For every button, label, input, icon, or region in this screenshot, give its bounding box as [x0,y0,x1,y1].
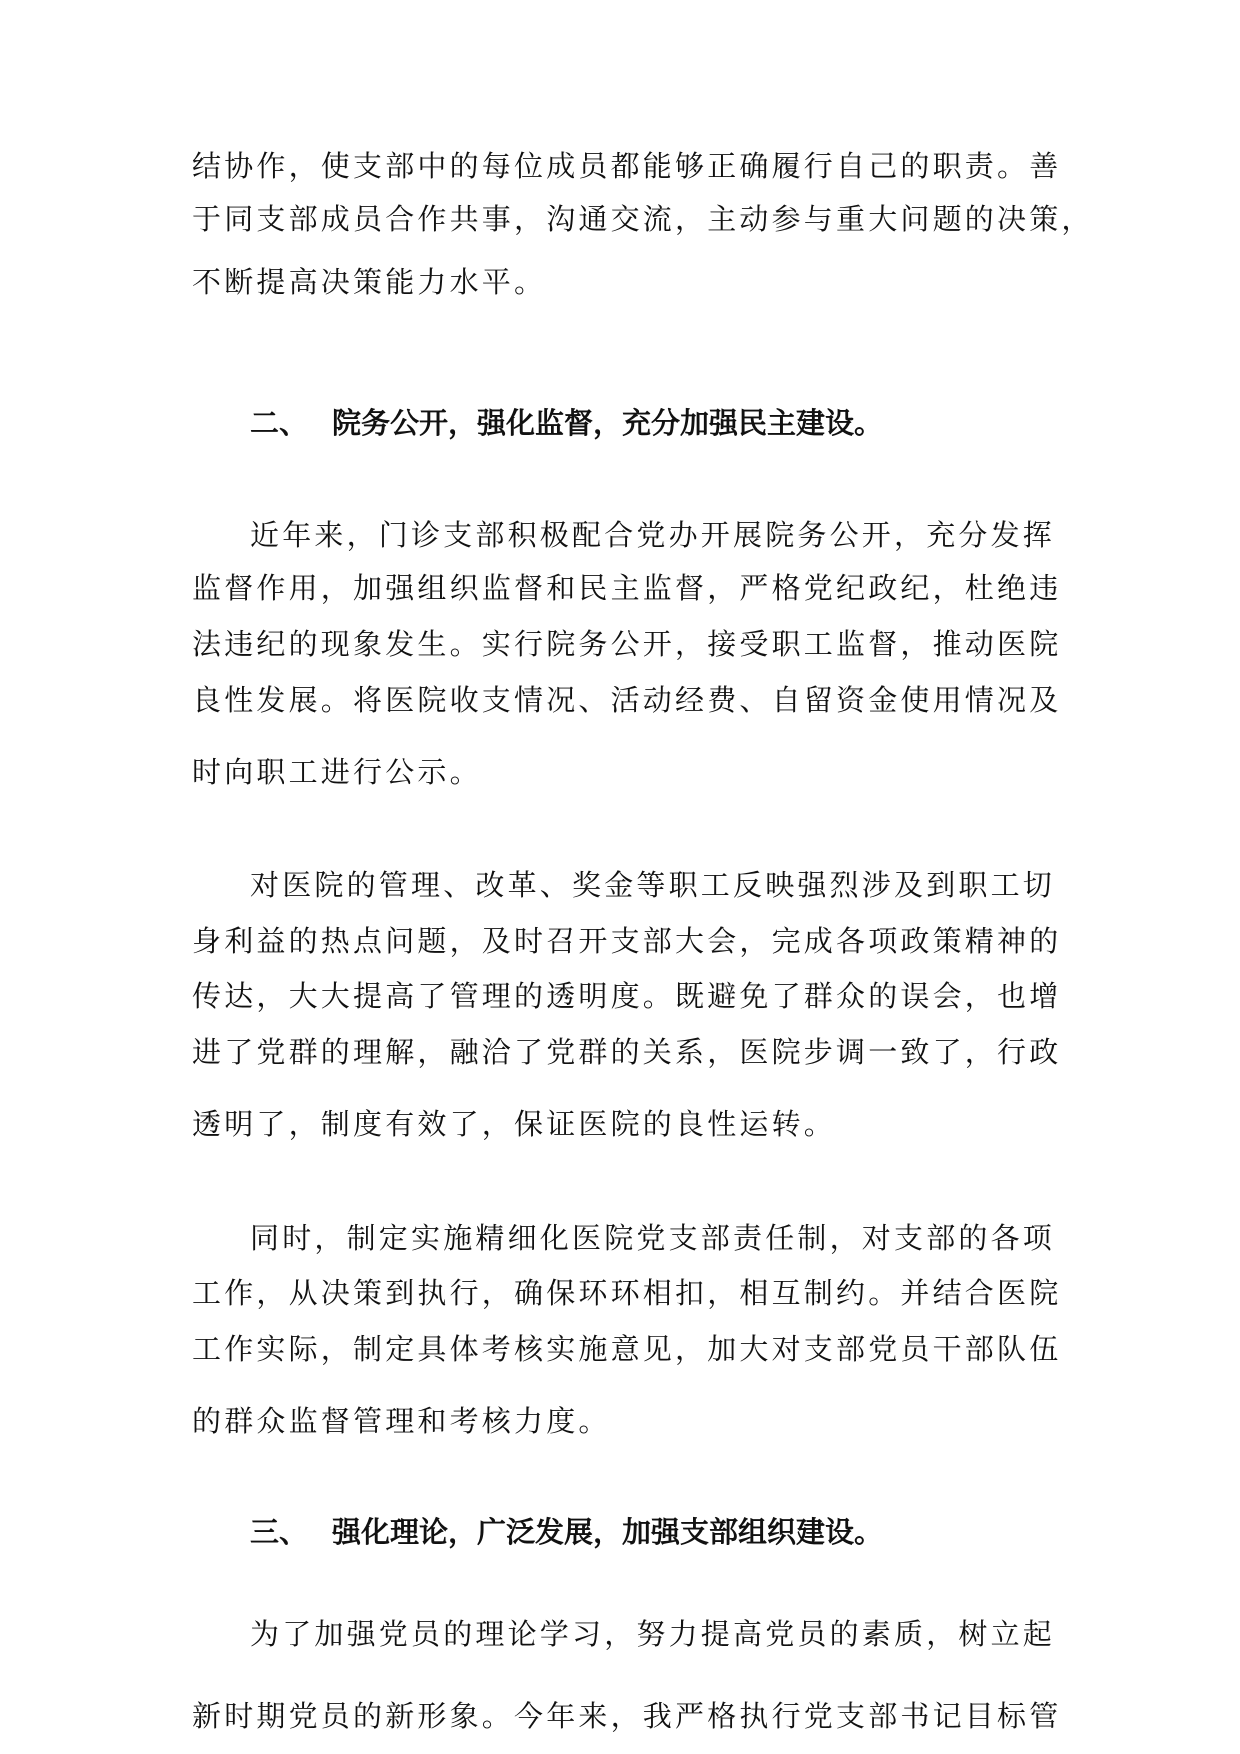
paragraph-line: 于同支部成员合作共事，沟通交流，主动参与重大问题的决策， [192,202,1094,236]
paragraph-line: 的群众监督管理和考核力度。 [192,1404,611,1438]
paragraph-line: 身利益的热点问题，及时召开支部大会，完成各项政策精神的 [192,924,1062,958]
paragraph-line: 近年来，门诊支部积极配合党办开展院务公开，充分发挥 [250,518,1056,552]
section-title: 院务公开，强化监督，充分加强民主建设。 [332,406,884,440]
paragraph-line: 工作实际，制定具体考核实施意见，加大对支部党员干部队伍 [192,1332,1062,1366]
paragraph-line: 结协作，使支部中的每位成员都能够正确履行自己的职责。善 [192,149,1062,183]
paragraph-line: 为了加强党员的理论学习，努力提高党员的素质，树立起 [250,1617,1056,1651]
section-heading-3 [250,1512,1052,1552]
section-title: 强化理论，广泛发展，加强支部组织建设。 [332,1515,884,1549]
paragraph-line: 良性发展。将医院收支情况、活动经费、自留资金使用情况及 [192,683,1062,717]
paragraph-line: 透明了，制度有效了，保证医院的良性运转。 [192,1107,837,1141]
paragraph-line: 法违纪的现象发生。实行院务公开，接受职工监督，推动医院 [192,627,1062,661]
paragraph-line: 新时期党员的新形象。今年来，我严格执行党支部书记目标管 [192,1699,1062,1733]
paragraph-line: 监督作用，加强组织监督和民主监督，严格党纪政纪，杜绝违 [192,571,1062,605]
paragraph-line: 对医院的管理、改革、奖金等职工反映强烈涉及到职工切 [250,868,1056,902]
paragraph-line: 不断提高决策能力水平。 [192,265,547,299]
paragraph-line: 传达，大大提高了管理的透明度。既避免了群众的误会，也增 [192,979,1062,1013]
paragraph-line: 进了党群的理解，融洽了党群的关系，医院步调一致了，行政 [192,1035,1062,1069]
section-number: 二、 [250,406,309,440]
section-heading-2 [250,403,1052,443]
paragraph-line: 同时，制定实施精细化医院党支部责任制，对支部的各项 [250,1221,1056,1255]
paragraph-line: 工作，从决策到执行，确保环环相扣，相互制约。并结合医院 [192,1276,1062,1310]
paragraph-line: 时向职工进行公示。 [192,755,482,789]
section-number: 三、 [250,1515,309,1549]
